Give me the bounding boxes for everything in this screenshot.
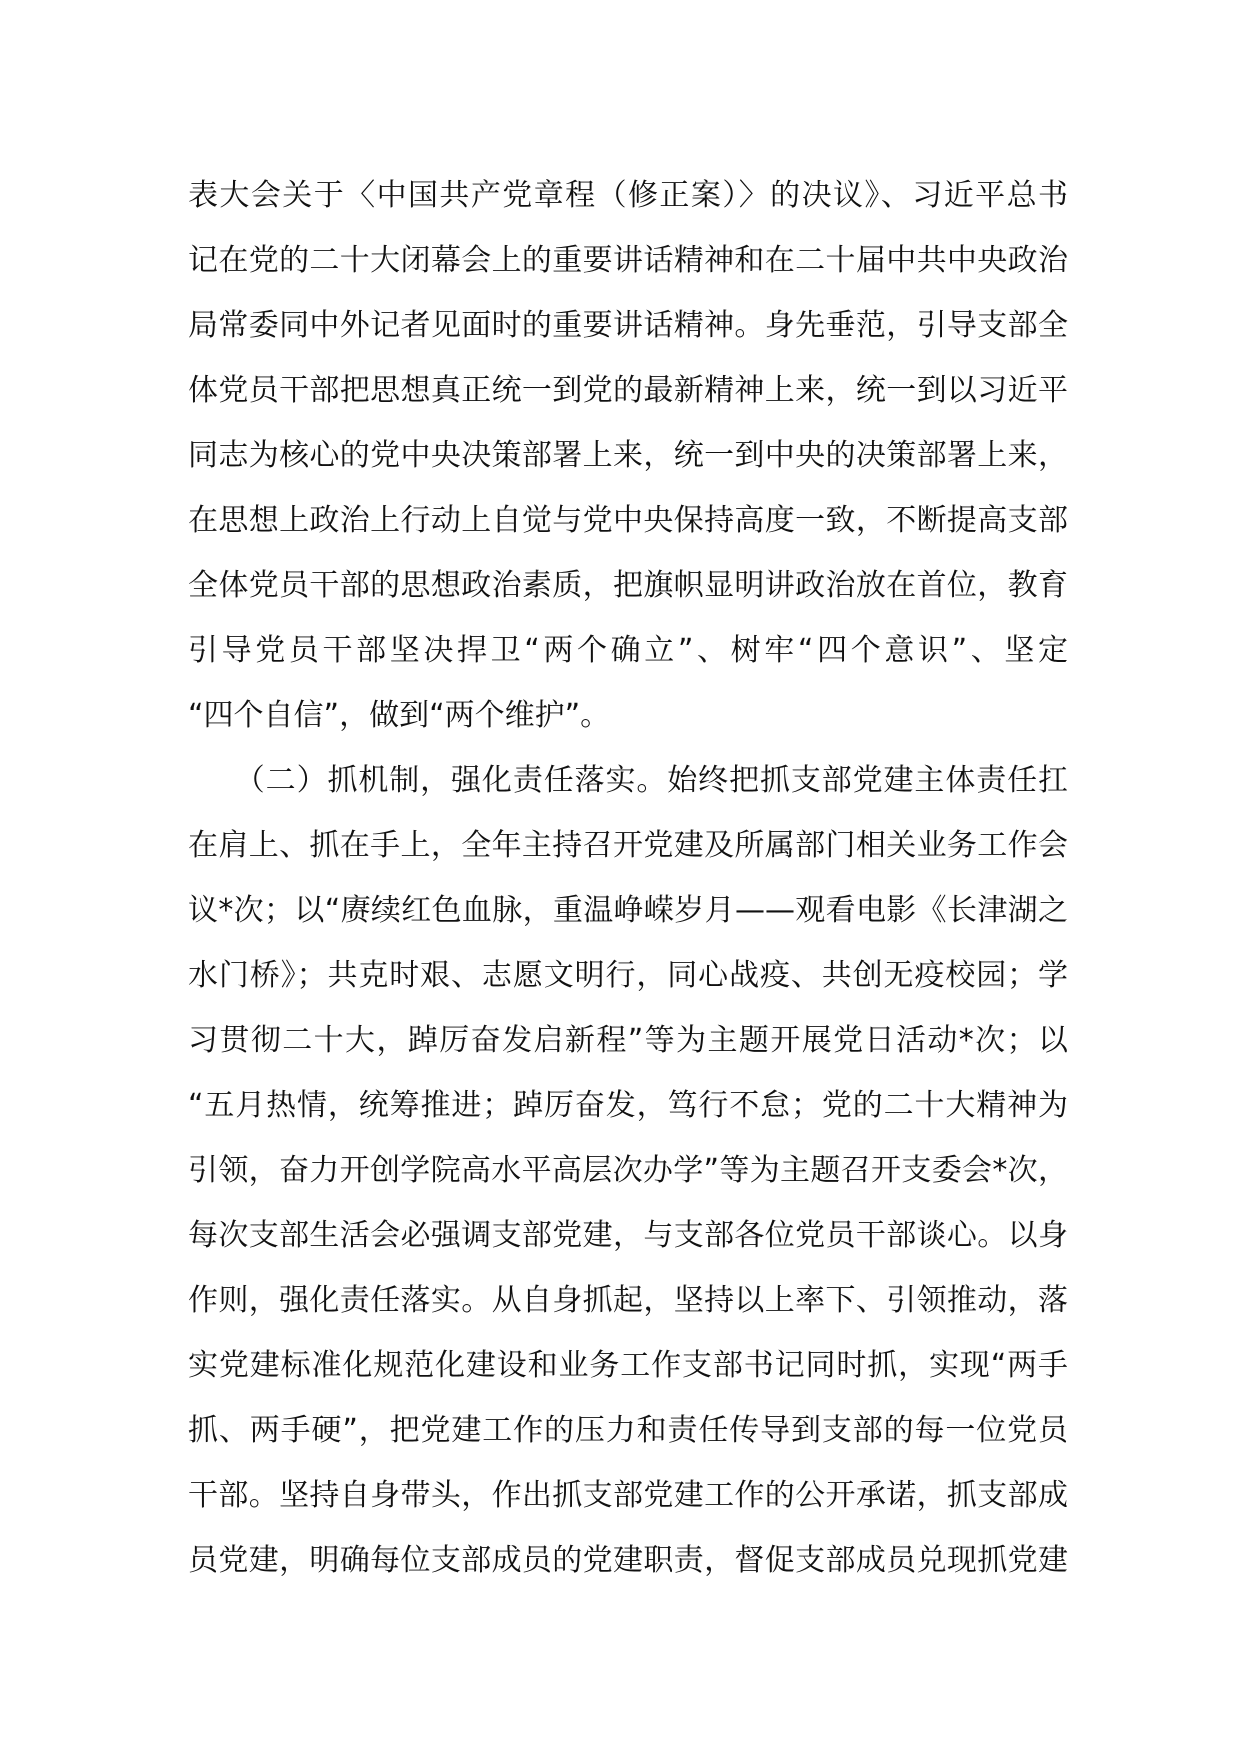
text-line: 作则，强化责任落实。从自身抓起，坚持以上率下、引领推动，落: [188, 1283, 1068, 1318]
text-line: 引领，奋力开创学院高水平高层次办学”等为主题召开支委会*次，: [188, 1153, 1068, 1188]
text-line: 抓、两手硬”，把党建工作的压力和责任传导到支部的每一位党员: [188, 1413, 1068, 1448]
text-line: 全体党员干部的思想政治素质，把旗帜显明讲政治放在首位，教育: [188, 568, 1068, 603]
text-line: 记在党的二十大闭幕会上的重要讲话精神和在二十届中共中央政治: [188, 243, 1068, 278]
text-line: 表大会关于〈中国共产党章程（修正案）〉的决议》、习近平总书: [188, 178, 1068, 213]
text-line: 局常委同中外记者见面时的重要讲话精神。身先垂范，引导支部全: [188, 308, 1068, 343]
text-line: 议*次；以“赓续红色血脉，重温峥嵘岁月——观看电影《长津湖之: [188, 893, 1068, 928]
text-line-paragraph-end: “四个自信”，做到“两个维护”。: [188, 698, 611, 733]
body-text: [188, 163, 1068, 1593]
text-line: 在肩上、抓在手上，全年主持召开党建及所属部门相关业务工作会: [188, 828, 1068, 863]
text-line: 引导党员干部坚决捍卫“两个确立”、树牢“四个意识”、坚定: [188, 633, 1068, 668]
text-line: 实党建标准化规范化建设和业务工作支部书记同时抓，实现“两手: [188, 1348, 1068, 1383]
text-line: 每次支部生活会必强调支部党建，与支部各位党员干部谈心。以身: [188, 1218, 1068, 1253]
text-line: “五月热情，统筹推进；踔厉奋发，笃行不怠；党的二十大精神为: [188, 1088, 1068, 1123]
text-line: 同志为核心的党中央决策部署上来，统一到中央的决策部署上来，: [188, 438, 1068, 473]
section-heading-line: （二）抓机制，强化责任落实。始终把抓支部党建主体责任扛: [188, 763, 1068, 798]
text-line: 员党建，明确每位支部成员的党建职责，督促支部成员兑现抓党建: [188, 1543, 1068, 1578]
text-line: 干部。坚持自身带头，作出抓支部党建工作的公开承诺，抓支部成: [188, 1478, 1068, 1513]
text-line: 在思想上政治上行动上自觉与党中央保持高度一致，不断提高支部: [188, 503, 1068, 538]
text-line: 水门桥》；共克时艰、志愿文明行，同心战疫、共创无疫校园；学: [188, 958, 1068, 993]
text-line: 体党员干部把思想真正统一到党的最新精神上来，统一到以习近平: [188, 373, 1068, 408]
text-line: 习贯彻二十大，踔厉奋发启新程”等为主题开展党日活动*次；以: [188, 1023, 1068, 1058]
